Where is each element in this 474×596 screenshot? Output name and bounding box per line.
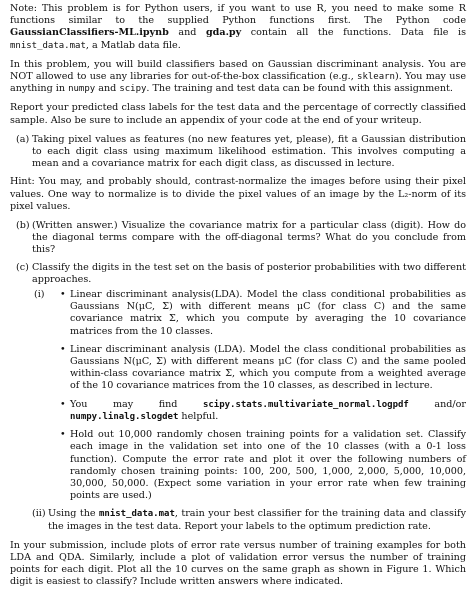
bullet-4-text: Hold out 10,000 randomly chosen training points for a validation set. Classify each image in the validation set into one of the 10 classes (with a 0-1 loss function). Compute the error rate and plot it over the following numbers of randomly chosen training points: 100, 200, 500, 1,000, 2,000, 5,000, 10,000, 30,000, 50,000. (Expect some variation in your error rate when few training points are used.): [70, 429, 466, 502]
part-b-label: (b): [16, 220, 30, 232]
bullet-1-text: Linear discriminant analysis(LDA). Model the class conditional probabilities as Gaussians N(μC, Σ) with different means μC (for class C) and the same covariance matrix Σ, which you compute by averaging the 10 covariance matrices from the 10 classes.: [70, 289, 466, 337]
sklearn-code: sklearn: [357, 72, 395, 83]
problem-document: [10, 3, 466, 596]
part-c-label: (c): [16, 261, 29, 273]
note-and: and: [168, 27, 206, 39]
sub-ii-text: Using the: [48, 508, 99, 520]
part-c-text: Classify the digits in the test set on the basis of posterior probabilities with two different approaches.: [32, 261, 466, 285]
intro-paragraph: [10, 59, 466, 96]
data-filename: mnist_data.mat: [10, 40, 86, 51]
part-c: [10, 262, 466, 286]
intro-text-3: . The training and test data can be found with this assignment.: [146, 83, 453, 95]
part-a-label: (a): [16, 133, 30, 145]
bullet-3-text-3: helpful.: [178, 410, 219, 422]
part-a-text: Taking pixel values as features (no new features yet, please), fit a Gaussian distribution to each digit class using maximum likelihood estimation. This involves computing a mean and a covariance matrix for each digit class, as discussed in lecture.: [32, 133, 466, 170]
part-b: [10, 220, 466, 257]
bullet-validation: [10, 429, 466, 502]
report-paragraph: Report your predicted class labels for the test data and the percentage of correctly classified sample. Also be sure to include an appendix of your code at the end of your writeup.: [10, 102, 466, 126]
bullet-dot: •: [60, 429, 66, 441]
submission-paragraph: In your submission, include plots of error rate versus number of training examples for both LDA and QDA. Similarly, include a plot of validation error versus the number of training points for each digit. Plot all the 10 curves on the same graph as shown in Figure 1. Which digit is easiest to classify? Include written answers where indicated.: [10, 539, 466, 588]
sub-ii-label: (ii): [32, 508, 46, 520]
gda-filename: gda.py: [205, 27, 242, 39]
intro-and: and: [95, 83, 120, 95]
scipy-code: scipy: [119, 84, 147, 95]
bullet-helpful-functions: [10, 399, 466, 423]
notebook-filename: GaussianClassifiers-ML.ipynb: [10, 27, 169, 39]
bullet-dot: •: [60, 289, 66, 301]
bullet-dot: •: [60, 343, 66, 355]
sub-ii-text-2: , train your best classifier for the training data and classify the images in the test data. Report your labels to the optimum prediction rate.: [48, 508, 466, 532]
note-text-2: contain all the functions. Data file is: [241, 27, 467, 39]
numpy-code: numpy: [68, 84, 96, 95]
mnist-code: mnist_data.mat: [99, 509, 175, 520]
bullet-3-text-2: and/or: [408, 398, 467, 410]
bullet-3-text: You may find: [70, 398, 203, 410]
slogdet-code: numpy.linalg.slogdet: [70, 411, 179, 422]
sub-ii: [10, 508, 466, 532]
part-b-text: (Written answer.) Visualize the covariance matrix for a particular class (digit). How do the diagonal terms compare with the off-diagonal terms? What do you conclude from this?: [32, 220, 466, 256]
bullet-2-text: Linear discriminant analysis (LDA). Model the class conditional probabilities as Gaussians N(μC, Σ) with different means μC (for class C) and the same pooled within-class covariance matrix Σ, which you compute from a weighted average of the 10 covariance matrices from the 10 classes, as described in lecture.: [70, 343, 466, 392]
note-paragraph: [10, 3, 466, 52]
bullet-dot: •: [60, 398, 66, 410]
note-text-3: , a Matlab data file.: [85, 39, 181, 51]
logpdf-code: scipy.stats.multivariate_normal.logpdf: [202, 399, 409, 410]
hint-paragraph: Hint: You may, and probably should, contrast-normalize the images before using their pixel values. One way to normalize is to divide the pixel values of an image by the L₂-norm of its pixel values.: [10, 176, 466, 212]
intro-text-2: ). You may use anything in: [10, 71, 467, 95]
intro-text: In this problem, you will build classifiers based on Gaussian discriminant analysis. You are NOT allowed to use any libraries for out-of-the-box classification (e.g.,: [10, 58, 466, 83]
part-a: [10, 134, 466, 171]
bullet-lda-averaged: [10, 289, 466, 338]
bullet-lda-pooled: [10, 344, 466, 393]
note-text: Note: This problem is for Python users, if you want to use R, you need to make some R functions similar to the supplied Python functions first. The Python code: [10, 3, 466, 27]
sub-i-label: (i): [34, 289, 45, 301]
